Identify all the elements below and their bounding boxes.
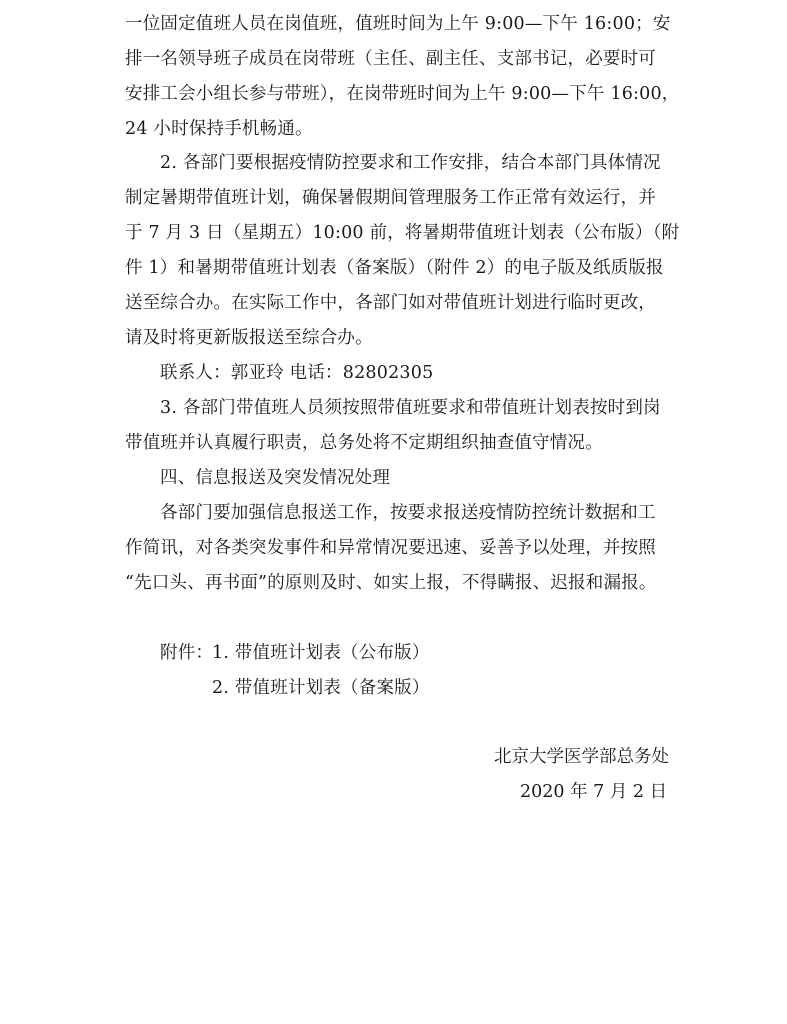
body-line: 24 小时保持手机畅通。 — [125, 119, 313, 139]
attachment-item: 2. 带值班计划表（备案版） — [212, 678, 430, 698]
item-2-line: 于 7 月 3 日（星期五）10:00 前，将暑期带值班计划表（公布版）（附 — [125, 223, 680, 243]
body-line: 安排工会小组长参与带班），在岗带班时间为上午 9:00—下午 16:00， — [125, 84, 680, 104]
body-line: 一位固定值班人员在岗值班，值班时间为上午 9:00—下午 16:00；安 — [125, 14, 671, 34]
attachment-item: 1. 带值班计划表（公布版） — [212, 643, 430, 663]
section-4-line: 作简讯，对各类突发事件和异常情况要迅速、妥善予以处理，并按照 — [125, 538, 656, 558]
section-4-line: “先口头、再书面”的原则及时、如实上报，不得瞒报、迟报和漏报。 — [125, 573, 657, 593]
section-4-heading: 四、信息报送及突发情况处理 — [160, 468, 391, 488]
attachments-label: 附件： — [160, 643, 214, 663]
section-4-line: 各部门要加强信息报送工作，按要求报送疫情防控统计数据和工 — [160, 503, 656, 523]
signature-org: 北京大学医学部总务处 — [494, 747, 669, 767]
body-line: 排一名领导班子成员在岗带班（主任、副主任、支部书记，必要时可 — [125, 49, 656, 69]
signature-date: 2020 年 7 月 2 日 — [520, 782, 668, 802]
contact-line: 联系人：郭亚玲 电话：82802305 — [160, 363, 434, 383]
item-2-line: 送至综合办。在实际工作中，各部门如对带值班计划进行临时更改， — [125, 293, 656, 313]
item-2-line: 制定暑期带值班计划，确保暑假期间管理服务工作正常有效运行，并 — [125, 188, 656, 208]
item-2-line: 2. 各部门要根据疫情防控要求和工作安排，结合本部门具体情况 — [160, 153, 661, 173]
item-2-line: 请及时将更新版报送至综合办。 — [125, 328, 373, 348]
item-3-line: 带值班并认真履行职责，总务处将不定期组织抽查值守情况。 — [125, 433, 603, 453]
item-3-line: 3. 各部门带值班人员须按照带值班要求和带值班计划表按时到岗 — [160, 398, 661, 418]
item-2-line: 件 1）和暑期带值班计划表（备案版）（附件 2）的电子版及纸质版报 — [125, 258, 664, 278]
